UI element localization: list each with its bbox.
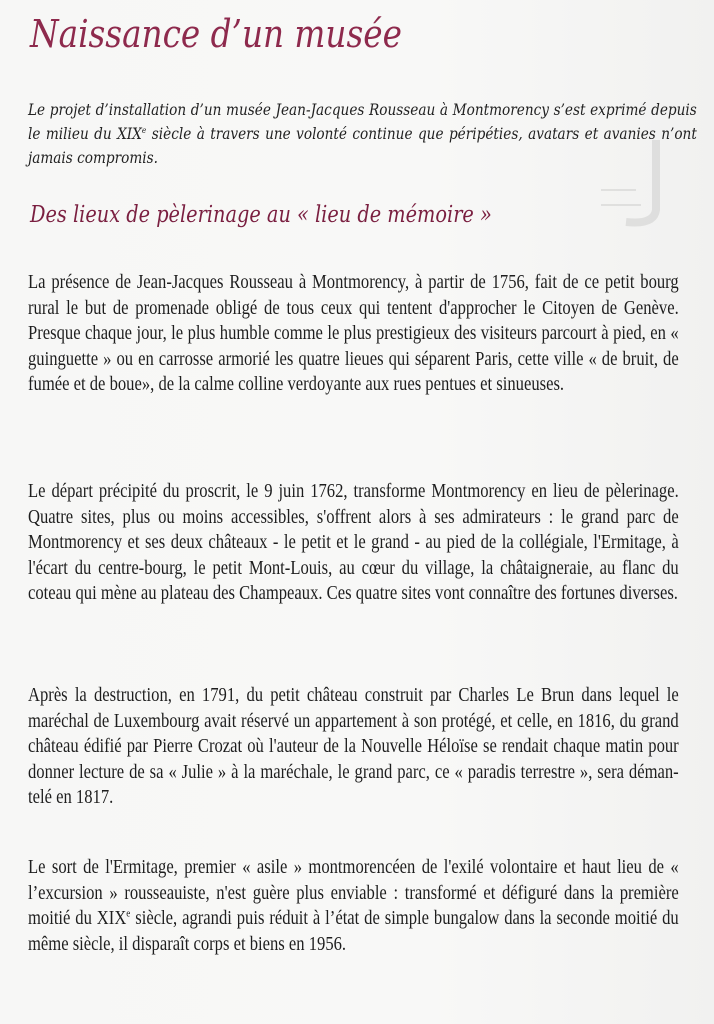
body-paragraph-2: Le départ précipité du proscrit, le 9 juin 1762, transforme Montmorency en lieu de pèlerinage. Quatre sites, plus ou moins accessibles, s'offrent alors à ses admirateurs : le grand parc de Montmorency et ses deux châteaux - le petit et le grand - au pied de la collégiale, l'Ermitage, à l'écart du centre-bourg, le petit Mont-Louis, au cœur du village, la châtaigneraie, au flanc du coteau qui mène au plateau des Champeaux. Ces quatre sites vont connaître des fortunes diverses. (28, 480, 679, 605)
intro-superscript: e (141, 125, 147, 136)
intro-paragraph (28, 98, 697, 170)
section-subtitle: Des lieux de pèlerinage au « lieu de mémoire » (30, 202, 492, 228)
body-paragraph-1: La présence de Jean-Jacques Rousseau à Montmorency, à partir de 1756, fait de ce petit bourg rural le but de promenade obligé de tous ceux qui tentent d'approcher le Citoyen de Genève. Presque chaque jour, le plus humble comme le plus prestigieux des visiteurs parcourt à pied, en « guinguette » ou en carrosse armorié les quatre lieues qui séparent Paris, cette ville « de bruit, de fumée et de boue», de la calme colline verdoyante aux rues pentues et sinueuses. (28, 271, 679, 396)
paragraph-4-text-start: Le sort de l'Ermitage, premier « asile » montmorencéen de l'exilé volontaire et haut lieu de « l’excursion » rousseauiste, n'est guère plus enviable : transformé et défiguré dans la première moitié du XIX (28, 856, 679, 930)
body-paragraph-3: Après la destruction, en 1791, du petit château construit par Charles Le Brun dans lequel le maréchal de Luxembourg avait réservé un appartement à son protégé, et celle, en 1816, du grand château édifié par Pierre Crozat où l'auteur de la Nouvelle Héloïse se rendait chaque matin pour donner lecture de sa « Julie » à la maréchale, le grand parc, ce « paradis terrestre », sera démantelé en 1817. (28, 684, 679, 809)
intro-text-start: Le projet d’installation d’un musée Jean-Jacques Rousseau à Montmorency s’est exprimé depuis le milieu du XIX (28, 101, 697, 143)
body-paragraph-4 (28, 855, 679, 957)
page-title: Naissance d’un musée (30, 12, 402, 56)
intro-text-end: siècle à travers une volonté continue que péripéties, avatars et avanies n’ont jamais compromis. (28, 125, 697, 167)
paragraph-4-superscript: e (126, 907, 131, 920)
paragraph-4-text-end: siècle, agrandi puis réduit à l’état de simple bungalow dans la seconde moitié du même siècle, il disparaît corps et biens en 1956. (28, 907, 679, 955)
